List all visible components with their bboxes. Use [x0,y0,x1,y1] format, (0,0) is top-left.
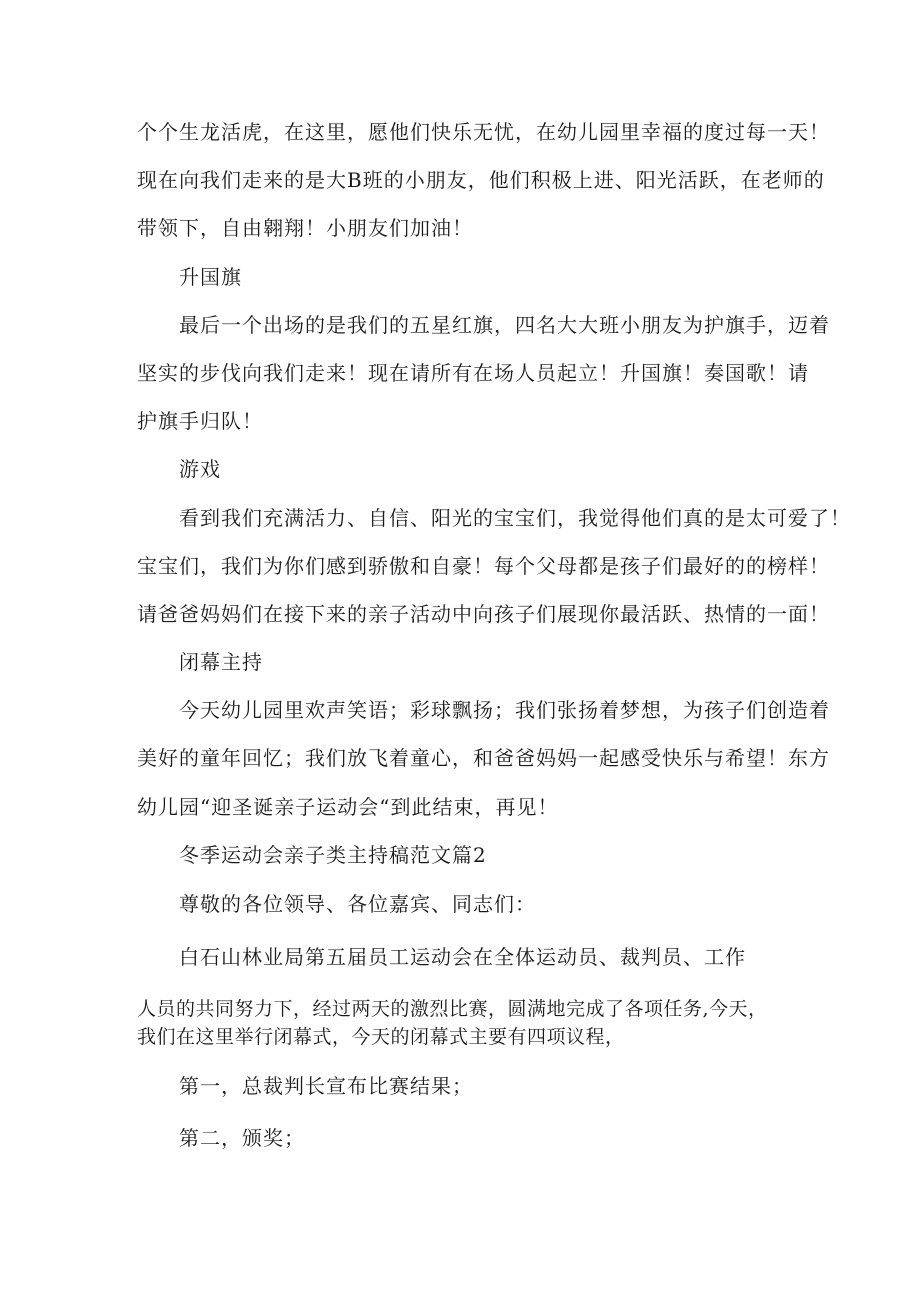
salutation: 尊敬的各位领导、各位嘉宾、同志们： [179,892,536,916]
paragraph-line: 护旗手归队！ [137,409,263,433]
paragraph-line: 坚实的步伐向我们走来！现在请所有在场人员起立！升国旗！奏国歌！请 [137,361,809,385]
paragraph-line: 请爸爸妈妈们在接下来的亲子活动中向孩子们展现你最活跃、热情的一面！ [137,602,830,626]
paragraph-line: 幼儿园“迎圣诞亲子运动会“到此结束，再见！ [137,795,559,819]
section-heading: 升国旗 [179,265,242,289]
paragraph-line: 最后一个出场的是我们的五星红旗，四名大大班小朋友为护旗手，迈着 [179,313,830,337]
paragraph-line: 现在向我们走来的是大B班的小朋友，他们积极上进、阳光活跃，在老师的 [137,168,825,192]
paragraph-line: 白石山林业局第五届员工运动会在全体运动员、裁判员、工作 [179,945,746,969]
paragraph-line: 宝宝们，我们为你们感到骄傲和自豪！每个父母都是孩子们最好的的榜样！ [137,554,830,578]
paragraph-line: 个个生龙活虎，在这里，愿他们快乐无忧，在幼儿园里幸福的度过每一天！ [137,120,830,144]
section-heading: 闭幕主持 [179,650,263,674]
paragraph-line: 今天幼儿园里欢声笑语；彩球飘扬；我们张扬着梦想，为孩子们创造着 [179,698,830,722]
section-heading: 游戏 [179,457,221,481]
paragraph-line: 美好的童年回忆；我们放飞着童心，和爸爸妈妈一起感受快乐与希望！东方 [137,746,830,770]
article-title: 冬季运动会亲子类主持稿范文篇2 [179,843,487,867]
agenda-item: 第二，颁奖； [179,1126,305,1150]
agenda-item: 第一，总裁判长宣布比赛结果； [179,1074,473,1098]
paragraph-line: 带领下，自由翱翔！小朋友们加油！ [137,216,473,240]
paragraph-line: 人员的共同努力下，经过两天的激烈比赛，圆满地完成了各项任务,今天， [137,998,768,1020]
paragraph-line: 我们在这里举行闭幕式，今天的闭幕式主要有四项议程， [137,1026,625,1048]
paragraph-line: 看到我们充满活力、自信、阳光的宝宝们，我觉得他们真的是太可爱了！ [179,506,851,530]
